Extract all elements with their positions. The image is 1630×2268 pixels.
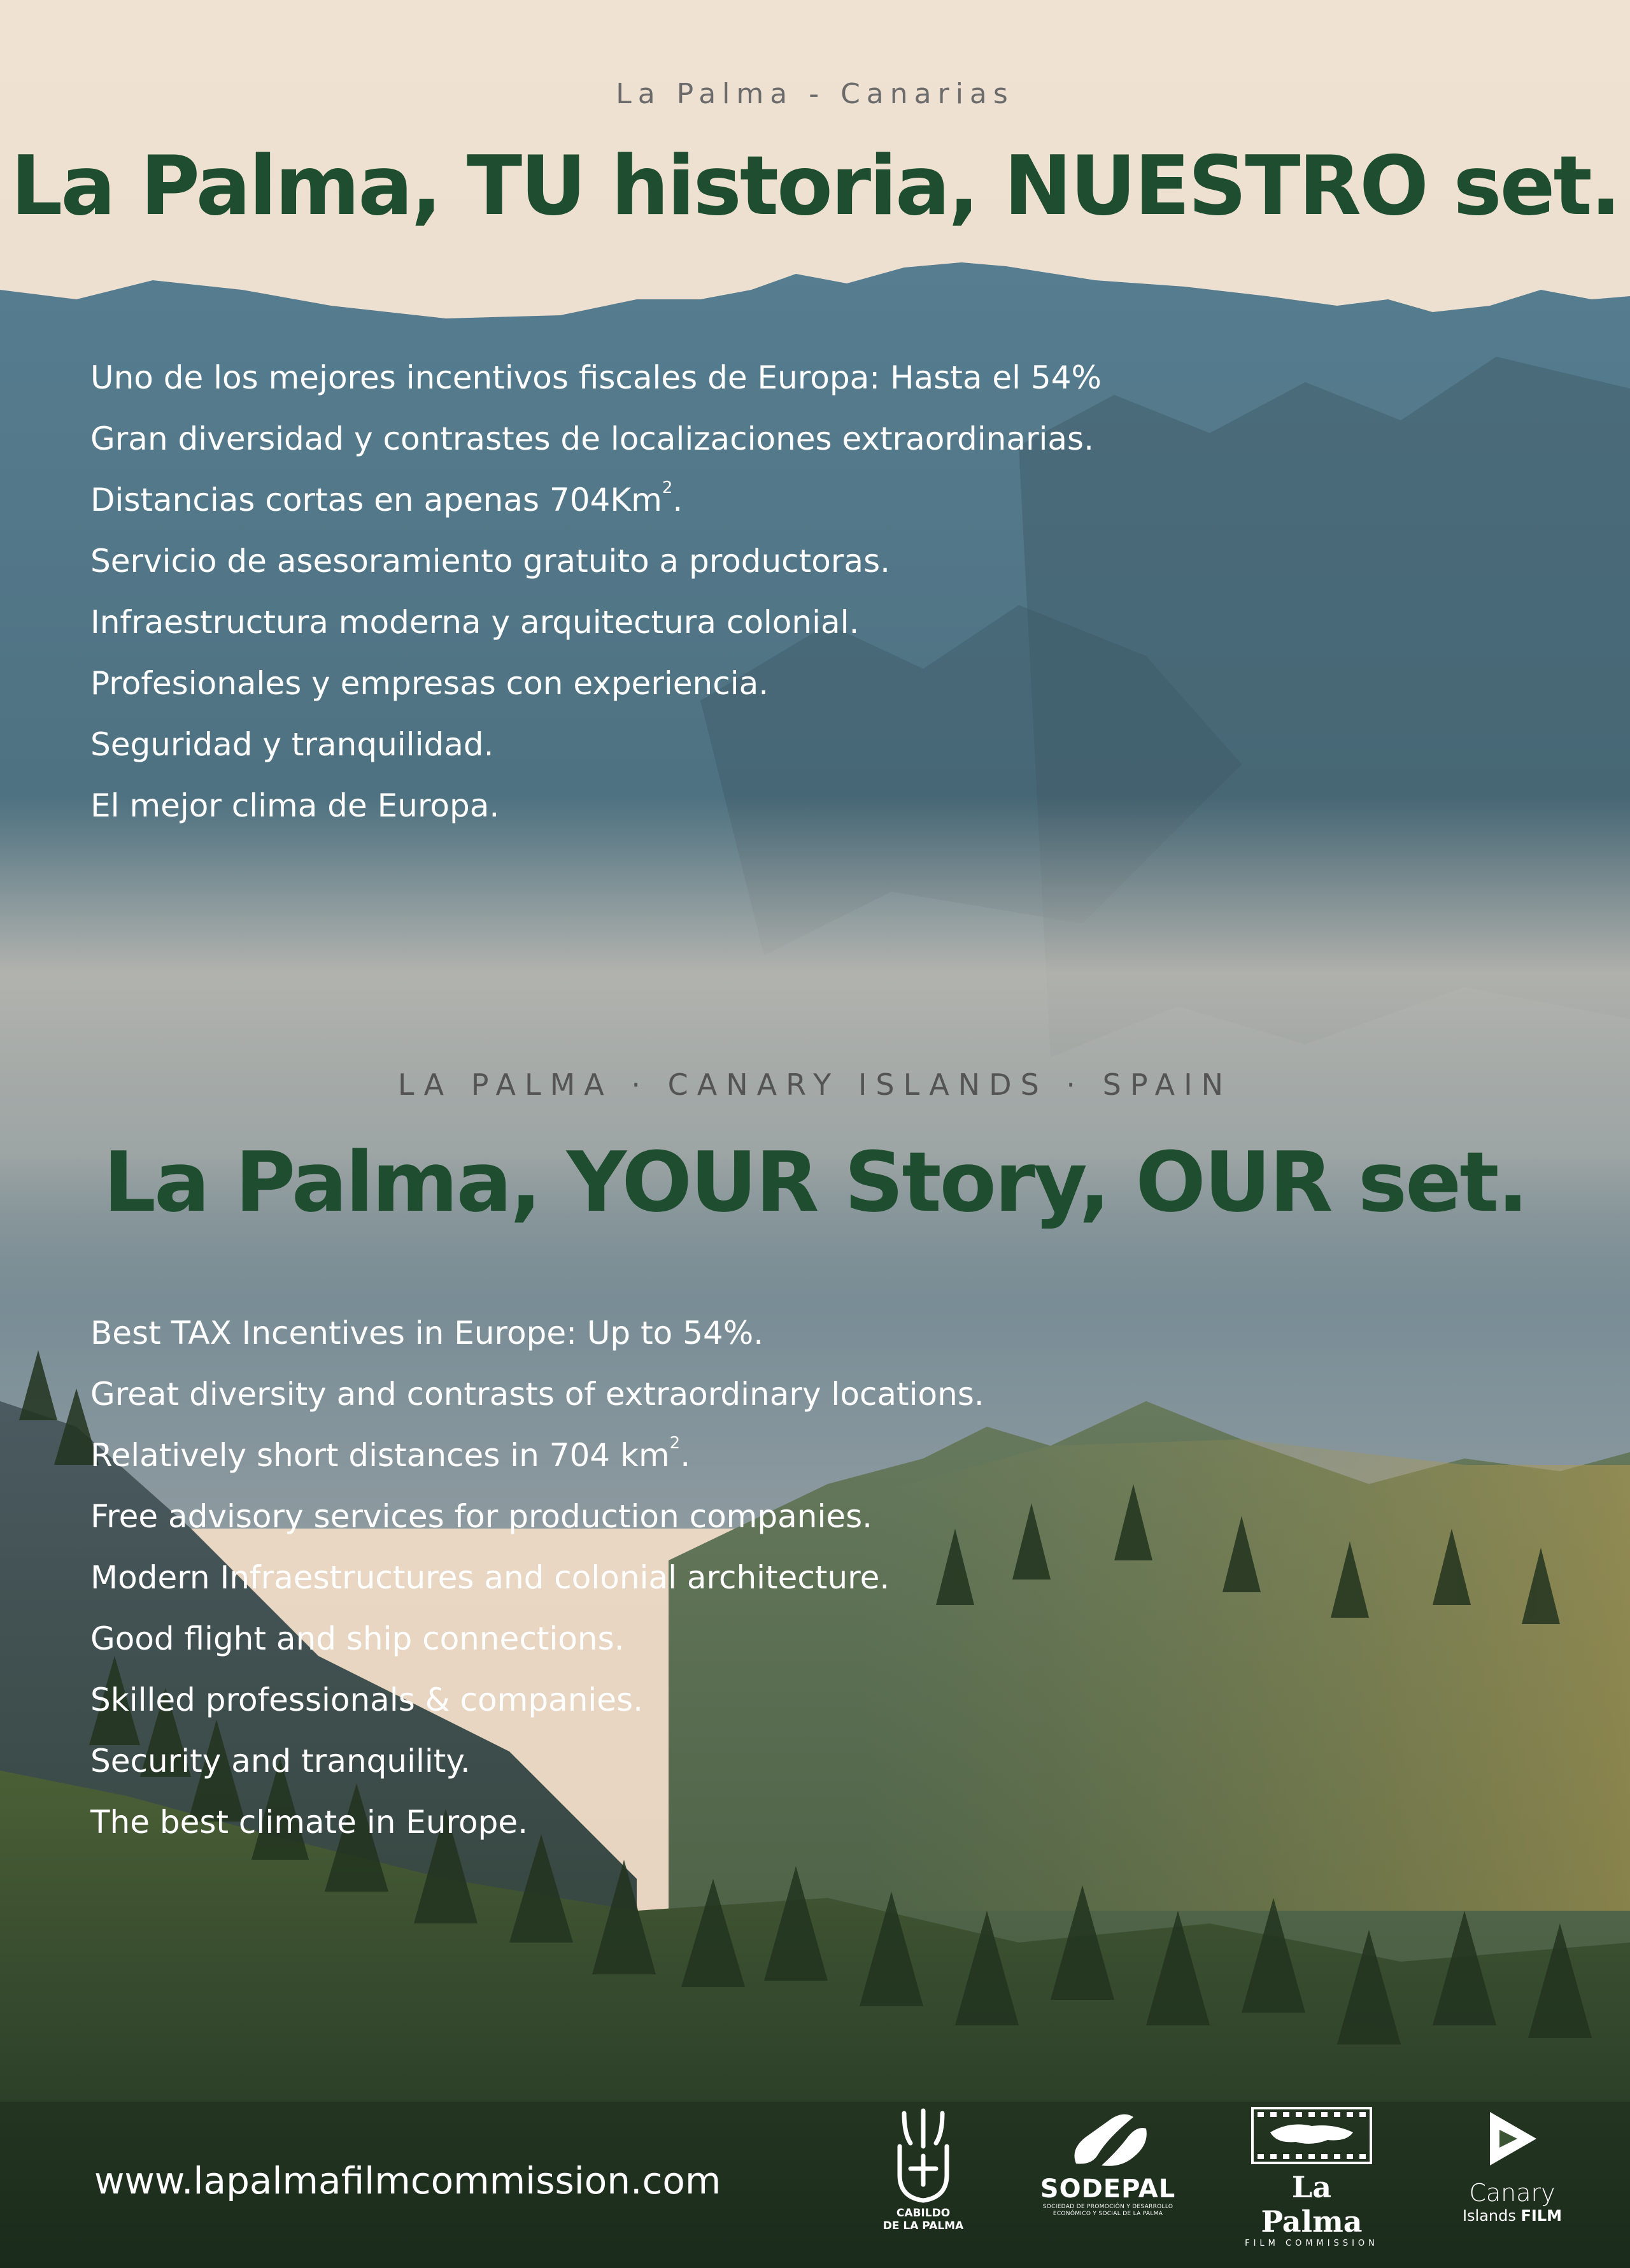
- cabildo-line2: DE LA PALMA: [882, 2220, 964, 2232]
- cabildo-line1: CABILDO: [896, 2207, 951, 2220]
- canary-islands-film-logo: [1458, 2107, 1566, 2225]
- english-benefits-list: [90, 1302, 984, 1853]
- play-triangle-icon: [1480, 2107, 1544, 2171]
- film-strip-island-icon: [1251, 2107, 1372, 2164]
- superscript: 2: [662, 478, 673, 497]
- sodepal-tagline-1: SOCIEDAD DE PROMOCIÓN Y DESARROLLO: [1042, 2204, 1173, 2210]
- english-headline: La Palma, YOUR Story, OUR set.: [103, 1134, 1527, 1230]
- list-item: [90, 1425, 984, 1486]
- list-item-suffix: .: [680, 1437, 691, 1474]
- list-item: Great diversity and contrasts of extraordinary locations.: [90, 1376, 984, 1413]
- spanish-benefits-list: [90, 347, 1102, 836]
- list-item: El mejor clima de Europa.: [90, 787, 500, 824]
- list-item: Seguridad y tranquilidad.: [90, 726, 494, 763]
- list-item: The best climate in Europe.: [90, 1804, 528, 1841]
- list-item: Profesionales y empresas con experiencia.: [90, 665, 769, 702]
- website-link[interactable]: www.lapalmafilmcommission.com: [94, 2159, 721, 2202]
- spanish-headline: La Palma, TU historia, NUESTRO set.: [10, 139, 1620, 234]
- canary-islands-film-line: [1458, 2207, 1566, 2225]
- list-item: [90, 469, 1102, 531]
- list-item-text: Distancias cortas en apenas 704Km: [90, 481, 662, 518]
- list-item: Uno de los mejores incentivos fiscales de Europa: Hasta el 54%: [90, 359, 1102, 396]
- list-item: Gran diversidad y contrastes de localizaciones extraordinarias.: [90, 420, 1095, 457]
- canary-islands-word: Islands: [1462, 2207, 1516, 2225]
- list-item: Infraestructura moderna y arquitectura colonial.: [90, 604, 860, 641]
- english-kicker: LA PALMA · CANARY ISLANDS · SPAIN: [397, 1067, 1233, 1102]
- list-item-text: Relatively short distances in 704 km: [90, 1437, 670, 1474]
- list-item: Modern Infraestructures and colonial architecture.: [90, 1559, 890, 1596]
- list-item: Good flight and ship connections.: [90, 1620, 625, 1657]
- sodepal-logo: [1031, 2109, 1184, 2218]
- list-item: Servicio de asesoramiento gratuito a productoras.: [90, 543, 891, 580]
- superscript: 2: [669, 1434, 681, 1453]
- spanish-kicker: La Palma - Canarias: [616, 78, 1014, 110]
- list-item-suffix: .: [672, 481, 683, 518]
- sodepal-tagline-2: ECONÓMICO Y SOCIAL DE LA PALMA: [1052, 2211, 1163, 2217]
- film-commission-name: La Palma: [1261, 2170, 1363, 2239]
- cabildo-logo: [866, 2108, 981, 2232]
- sodepal-name: SODEPAL: [1040, 2174, 1176, 2204]
- canary-film-word: FILM: [1520, 2207, 1563, 2225]
- canary-word: Canary: [1469, 2179, 1556, 2207]
- list-item: Skilled professionals & companies.: [90, 1681, 643, 1718]
- film-commission-sub: FILM COMMISSION: [1245, 2239, 1378, 2248]
- film-commission-logo: [1238, 2107, 1385, 2248]
- sodepal-mark-icon: [1063, 2109, 1152, 2170]
- list-item: Security and tranquility.: [90, 1743, 471, 1779]
- list-item: Free advisory services for production companies.: [90, 1498, 873, 1535]
- cabildo-emblem-icon: [888, 2108, 958, 2204]
- list-item: Best TAX Incentives in Europe: Up to 54%.: [90, 1315, 764, 1352]
